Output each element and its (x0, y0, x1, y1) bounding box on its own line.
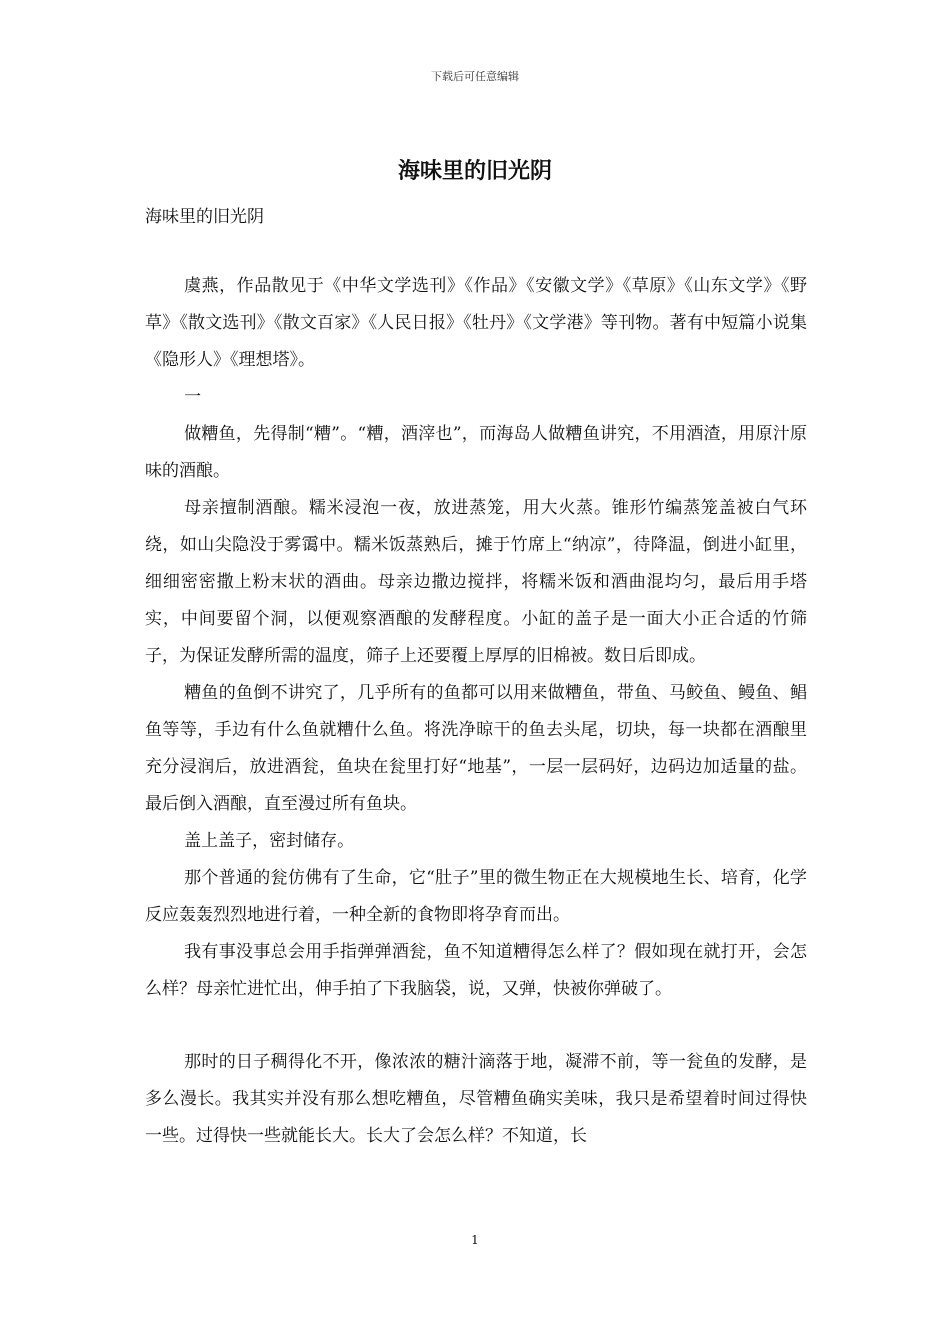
section-number: 一 (184, 387, 202, 407)
article-body (145, 268, 807, 1155)
paragraph: 那时的日子稠得化不开，像浓浓的糖汁滴落于地，凝滞不前，等一瓮鱼的发酵，是多么漫长。我其实并没有那么想吃糟鱼，尽管糟鱼确实美味，我只是希望着时间过得快一些。过得快一些就能长大。长大了会怎么样？不知道，长 (145, 1052, 807, 1146)
document-subtitle: 海味里的旧光阴 (145, 207, 264, 227)
page-number: 1 (471, 1233, 479, 1247)
paragraph: 那个普通的瓮仿佛有了生命，它“肚子”里的微生物正在大规模地生长、培育，化学反应轰轰烈烈地进行着，一种全新的食物即将孕育而出。 (145, 868, 807, 925)
paragraph: 盖上盖子，密封储存。 (184, 831, 355, 851)
paragraph: 糟鱼的鱼倒不讲究了，几乎所有的鱼都可以用来做糟鱼，带鱼、马鲛鱼、鳗鱼、鲳鱼等等，手边有什么鱼就糟什么鱼。将洗净晾干的鱼去头尾，切块，每一块都在酒酿里充分浸润后，放进酒瓮，鱼块在瓮里打好“地基”，一层一层码好，边码边加适量的盐。最后倒入酒酿，直至漫过所有鱼块。 (145, 683, 807, 814)
document-title: 海味里的旧光阴 (397, 159, 552, 184)
header-note: 下载后可任意编辑 (431, 70, 519, 83)
paragraph: 母亲擅制酒酿。糯米浸泡一夜，放进蒸笼，用大火蒸。锥形竹编蒸笼盖被白气环绕，如山尖隐没于雾霭中。糯米饭蒸熟后，摊于竹席上“纳凉”，待降温，倒进小缸里，细细密密撒上粉末状的酒曲。母亲边撒边搅拌，将糯米饭和酒曲混均匀，最后用手塔实，中间要留个洞，以便观察酒酿的发酵程度。小缸的盖子是一面大小正合适的竹筛子，为保证发酵所需的温度，筛子上还要覆上厚厚的旧棉被。数日后即成。 (145, 498, 807, 666)
paragraph: 我有事没事总会用手指弹弹酒瓮，鱼不知道糟得怎么样了？假如现在就打开，会怎么样？母亲忙进忙出，伸手拍了下我脑袋，说，又弹，快被你弹破了。 (145, 942, 807, 999)
paragraph-author-bio: 虞燕，作品散见于《中华文学选刊》《作品》《安徽文学》《草原》《山东文学》《野草》《散文选刊》《散文百家》《人民日报》《牡丹》《文学港》等刊物。著有中短篇小说集《隐形人》《理想塔》。 (145, 276, 807, 370)
paragraph: 做糟鱼，先得制“糟”。“糟，酒滓也”，而海岛人做糟鱼讲究，不用酒渣，用原汁原味的酒酿。 (145, 424, 807, 481)
